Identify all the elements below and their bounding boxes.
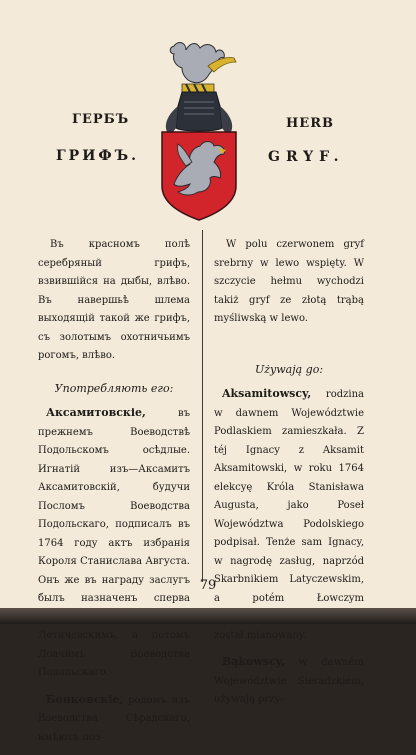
- herb-name-russian: ГРИФЪ.: [56, 148, 139, 164]
- russian-text-column: [38, 236, 190, 755]
- polish-blazon: W polu czerwonem gryf srebrny w lewo wspięty. W szczycie hełmu wychodzi takiż gryf ze złotą trąbą myśliwską w lewo.: [214, 239, 364, 324]
- page-edge-shadow: [0, 608, 416, 624]
- page-number: 79: [199, 578, 217, 593]
- russian-blazon: Въ красномъ полѣ серебряный грифъ, взвившійся на дыбы, влѣво. Въ навершьѣ шлема выходящій такой же грифъ, съ золотымъ охотничьимъ рогомъ, влѣво.: [38, 239, 190, 361]
- family-name: Бонковскіе,: [46, 692, 124, 706]
- griffin-coat-of-arms-icon: [156, 36, 242, 222]
- family-name: Bąkowscy,: [222, 655, 285, 668]
- family-text: родомъ изъ Воеводства Сѣрадскаго, имѣютъ поз-: [38, 694, 190, 743]
- family-entry: [38, 691, 190, 748]
- herb-label-russian: ГЕРБЪ: [72, 112, 130, 127]
- family-entry: [214, 653, 364, 710]
- family-name: Aksamitowscy,: [222, 387, 312, 400]
- herb-label-polish: HERB: [286, 116, 334, 131]
- family-text: w dawném Województwie Sieradzkiém, używają przy-: [214, 657, 364, 705]
- family-entry: [214, 385, 364, 645]
- polish-usage-heading: Używają go:: [254, 362, 324, 376]
- russian-usage-heading: Употребляють его:: [54, 381, 174, 395]
- family-name: Аксамитовскіе,: [46, 406, 146, 419]
- column-divider: [202, 230, 203, 582]
- polish-text-column: [214, 236, 364, 718]
- family-text: rodzina w dawnem Województwie Podlaskiem zamieszkała. Z téj Ignacy z Aksamit Aksamitowski, w roku 1764 elekcyę Króla Stanisława Augusta, jako Poseł Województwa Podolskiego podpisał. Tenże sam Ignacy, w nagrodę zasług, naprzód Skarbnikiem Latyczewskim, a potém Łowczym został mianowany.: [214, 389, 364, 641]
- herb-name-polish: GRYF.: [268, 149, 345, 165]
- family-entry: [38, 404, 190, 683]
- family-text: въ прежнемъ Воеводствѣ Подольскомъ осѣдлые. Игнатій изъ—Аксамитъ Аксамитовскій, будучи Посломъ Воеводства Подольскаго, подписалъ въ 1764 году актъ избранія Короля Станислава Августа. Онъ же въ награду заслугъ былъ назначенъ сперва Летичевскимъ, а потомъ Ловчимъ Воеводства Подольскаго.: [38, 408, 190, 678]
